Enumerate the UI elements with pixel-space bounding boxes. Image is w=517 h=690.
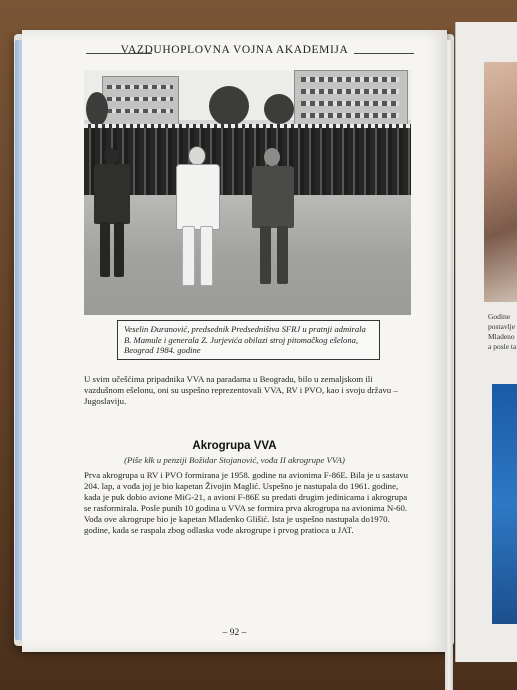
- right-page-text-line: a posle ta: [488, 342, 517, 351]
- parade-photo: [84, 70, 411, 315]
- right-page-text-line: postavlje: [488, 322, 516, 331]
- caption-line: B. Mamule i generala Z. Jurjevića obilazi stroj pitomačkog ešelona,: [124, 334, 359, 345]
- paragraph-line: Jugoslaviju.: [84, 396, 127, 406]
- book-spine-edge: [15, 40, 22, 640]
- right-page-text-line: Godine: [488, 312, 511, 321]
- bookmark-ribbon: [445, 40, 453, 690]
- cadet-formation: [84, 128, 411, 200]
- parade-ground: [84, 195, 411, 315]
- paragraph-line: Vođa ove akrogrupe bio je kapetan Mladenko Glišić. Ista je uspešno nastupala do1970.: [84, 514, 390, 524]
- paragraph-line: se rasformirala. Posle punih 10 godina u VVA se formira prva akrogrupa na avionima N-60.: [84, 503, 408, 513]
- tree: [209, 86, 249, 126]
- right-page: [455, 22, 517, 662]
- tree: [86, 92, 108, 126]
- paragraph-line: 204. lap, a vođa joj je bio kapetan Živojin Maglić. Uspešno je nastupala do 1961. godine,: [84, 481, 399, 491]
- caption-line: Beograd 1984. godine: [124, 345, 201, 356]
- section-subtitle: (Piše kłk u penziji Božidar Stojanović, vođa II akrogrupe VVA): [124, 455, 345, 465]
- book-page: [22, 30, 447, 652]
- section-title: Akrogrupa VVA: [192, 440, 277, 452]
- paragraph-line: kada je puk dobio avione MiG-21, a avioni F-86E su predati drugim jedinicama i akrogrupa: [84, 492, 408, 502]
- paragraph-line: godine, kada se raspala zbog odlaska vođe akrogrupe i prvog pratioca u JAT.: [84, 525, 354, 535]
- caption-line: Veselin Đuranović, predsednik Predsedništva SFRJ u pratnji admirala: [124, 324, 366, 334]
- right-page-photo-bottom: [492, 384, 517, 624]
- photo-caption: [117, 320, 380, 360]
- paragraph-line: vazdušnom ešelonu, oni su uspešno reprezentovali VVA, RV i PVO, kao i svoju državu –: [84, 385, 398, 395]
- building: [102, 76, 179, 126]
- paragraph-line: Prva akrogrupa u RV i PVO formirana je 1958. godine na avionima F-86E. Bila je u sastavu: [84, 470, 409, 480]
- tree: [264, 94, 294, 124]
- building: [294, 70, 408, 128]
- body-paragraph: [84, 470, 420, 536]
- right-page-text-line: Mladeno: [488, 332, 515, 341]
- intro-paragraph: [84, 374, 416, 407]
- header-rule-right: [354, 53, 414, 54]
- running-header: VAZDUHOPLOVNA VOJNA AKADEMIJA: [120, 44, 349, 56]
- right-page-photo-top: [484, 62, 517, 302]
- paragraph-line: U svim učešćima pripadnika VVA na paradama u Beogradu, bilo u zemaljskom ili: [84, 374, 373, 384]
- page-number: – 92 –: [222, 628, 247, 638]
